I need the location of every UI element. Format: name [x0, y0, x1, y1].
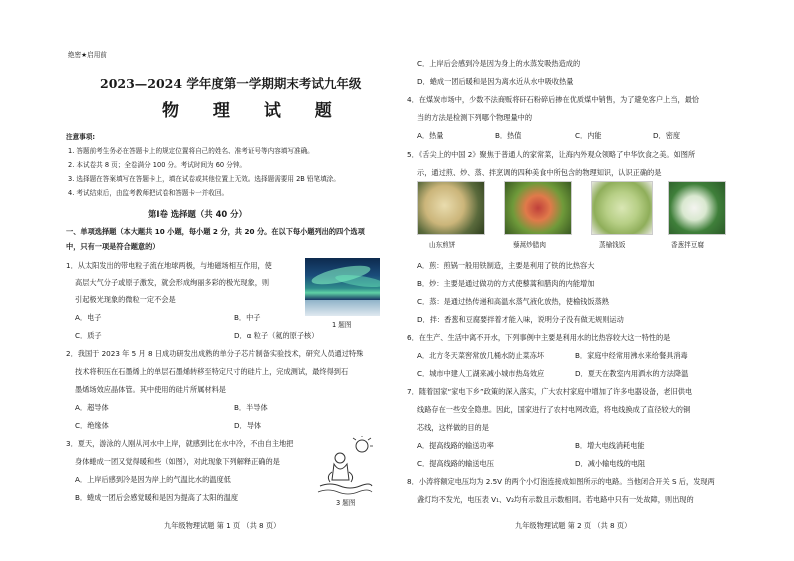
q4-option-a: A．热量 — [417, 131, 444, 140]
exam-title: 2023—2024 学年度第一学期期末考试九年级 — [100, 76, 362, 91]
q3-option-d: D．蜷成一团后暖和是因为离水近从水中吸收热量 — [417, 77, 574, 86]
q3-option-a: A．上岸后感到冷是因为岸上的气温比水的温度低 — [75, 475, 231, 484]
page-1-footer: 九年级物理试题 第 1 页 （共 8 页） — [164, 521, 281, 530]
q1-option-c: C．质子 — [75, 331, 102, 340]
q8-line-2: 盏灯均不发光，电压表 V₁、V₂均有示数且示数相同。若电路中只有一处故障，则出现的 — [417, 495, 694, 504]
q2-option-c: C．绝缘体 — [75, 421, 109, 430]
food-photo-stirfry — [504, 181, 572, 235]
q5-option-d: D．拌：香葱和豆腐要拌着才能入味，说明分子没有做无规则运动 — [417, 315, 624, 324]
q5-line-2: 示，通过煎、炒、蒸、拌烹调的四种美食中所包含的物理知识，认识正确的是 — [417, 168, 662, 177]
q4-line-1: 4．在煤炭市场中，少数不法商贩将矸石粉碎后掺在优质煤中销售，为了避免客户上当，最恰 — [407, 95, 700, 104]
food-photo-steamed-rice — [591, 181, 653, 235]
q5-option-c: C．蒸：是通过热传递和高温水蒸气液化放热，使榆钱饭蒸熟 — [417, 297, 609, 306]
q2-line-2: 技术将积压在石墨烯上的单层石墨烯转移至特定尺寸的硅片上，完成测试，最终得到石 — [75, 367, 349, 376]
q5-line-1: 5．《舌尖上的中国 2》聚焦于普通人的家常菜，让海内外观众领略了中华饮食之美。如图所 — [407, 150, 696, 159]
q1-option-d: D．α 粒子（氦的原子核） — [234, 331, 319, 340]
q3-figure-caption: 3 题图 — [336, 499, 356, 507]
food-label-3: 蒸榆钱饭 — [599, 241, 626, 249]
q4-option-c: C．内能 — [575, 131, 602, 140]
single-choice-intro-2: 中，只有一项是符合题意的） — [66, 242, 160, 251]
q6-option-a: A．北方冬天菜窖常放几桶水防止菜冻坏 — [417, 351, 545, 360]
q1-figure-caption: 1 题图 — [332, 321, 352, 329]
single-choice-intro-1: 一、单项选择题（本大题共 10 小题，每小题 2 分，共 20 分。在以下每小题列出的四个选项 — [66, 227, 365, 236]
food-label-1: 山东煎饼 — [429, 241, 456, 249]
q7-option-c: C．提高线路的输送电压 — [417, 459, 494, 468]
subject-title: 物 理 试 题 — [162, 101, 346, 121]
food-label-2: 藜蒿炒腊肉 — [513, 241, 546, 249]
q7-option-a: A．提高线路的输送功率 — [417, 441, 494, 450]
exam-page-2 — [397, 0, 794, 561]
q6-option-c: C．城市中建人工湖来减小城市热岛效应 — [417, 369, 545, 378]
q7-option-b: B．增大电线消耗电能 — [575, 441, 645, 450]
q7-line-3: 芯线，这样做的目的是 — [417, 423, 489, 432]
q1-option-b: B．中子 — [234, 313, 261, 322]
note-3: 3. 选择题在答案填写在答题卡上，填在试卷或其他位置上无效。选择题需要用 2B 铅笔填涂。 — [68, 175, 340, 183]
q3-line-2: 身体蜷成一团又觉得暖和些（如图），对此现象下列解释正确的是 — [75, 457, 280, 466]
food-label-4: 香葱拌豆腐 — [671, 241, 704, 249]
q4-option-d: D．密度 — [653, 131, 681, 140]
q3-line-1: 3．夏天，游泳的人刚从河水中上岸，就感到比在水中冷，不由自主地把 — [66, 439, 294, 448]
q1-option-a: A．电子 — [75, 313, 102, 322]
q7-option-d: D．减小输电线的电阻 — [575, 459, 646, 468]
q4-option-b: B．热值 — [495, 131, 522, 140]
q5-option-a: A．煎：煎锅一般用铁制造，主要是利用了铁的比热容大 — [417, 261, 595, 270]
food-photo-tofu — [668, 181, 726, 235]
part1-heading: 第Ⅰ卷 选择题（共 40 分） — [148, 209, 247, 219]
q4-line-2: 当的方法是检测下列哪个物理量中的 — [417, 113, 533, 122]
q3-option-b: B．蜷成一团后会感觉暖和是因为提高了太阳的温度 — [75, 493, 239, 502]
note-1: 1. 答题前考生务必在答题卡上的规定位置将自己的姓名、准考证号等内容填写准确。 — [68, 147, 314, 155]
q5-option-b: B．炒：主要是通过做功的方式使藜蒿和腊肉的内能增加 — [417, 279, 595, 288]
q6-option-b: B．家庭中经常用沸水来给餐具消毒 — [575, 351, 688, 360]
swimmer-sketch — [316, 436, 374, 498]
q2-line-3: 墨烯场效应晶体管。其中使用的硅片所属材料是 — [75, 385, 226, 394]
aurora-photo — [305, 258, 380, 316]
q3-option-c: C．上岸后会感到冷是因为身上的水蒸发吸热造成的 — [417, 59, 581, 68]
note-2: 2. 本试卷共 8 页；全卷满分 100 分。考试时间为 60 分钟。 — [68, 161, 247, 169]
q1-line-1: 1．从太阳发出的带电粒子流在地球两极，与地磁场相互作用，使 — [66, 261, 272, 270]
q2-option-d: D．导体 — [234, 421, 262, 430]
q1-line-2: 高层大气分子或原子激发，就会形成绚丽多彩的极光现象，则 — [75, 278, 270, 287]
q6-line-1: 6．在生产、生活中离不开水，下列事例中主要是利用水的比热容较大这一特性的是 — [407, 333, 671, 342]
page-2-footer: 九年级物理试题 第 2 页 （共 8 页） — [515, 521, 632, 530]
notes-heading: 注意事项: — [66, 133, 96, 141]
q7-line-1: 7．随着国家“家电下乡”政策的深入落实，广大农村家庭中增加了许多电器设备，老旧供电 — [407, 387, 693, 396]
note-4: 4. 考试结束后，由监考教师把试卷和答题卡一并收回。 — [68, 189, 229, 197]
secret-mark: 绝密★启用前 — [68, 51, 107, 59]
q1-line-3: 引起极光现象的微粒一定不会是 — [75, 295, 176, 304]
q2-line-1: 2．我国于 2023 年 5 月 8 日成功研发出成熟的单分子芯片制备实验技术，研究人员通过特殊 — [66, 349, 364, 358]
food-photo-jianbing — [417, 181, 485, 235]
q2-option-b: B．半导体 — [234, 403, 268, 412]
q6-option-d: D．夏天在教室内用洒水的方法降温 — [575, 369, 689, 378]
q7-line-2: 线路存在一些安全隐患。因此，国家进行了农村电网改造，将电线换成了直径较大的铜 — [417, 405, 691, 414]
q8-line-1: 8．小涛将额定电压均为 2.5V 的两个小灯泡连接成如图所示的电路。当他闭合开关 S 后，发现两 — [407, 477, 715, 486]
q2-option-a: A．超导体 — [75, 403, 109, 412]
